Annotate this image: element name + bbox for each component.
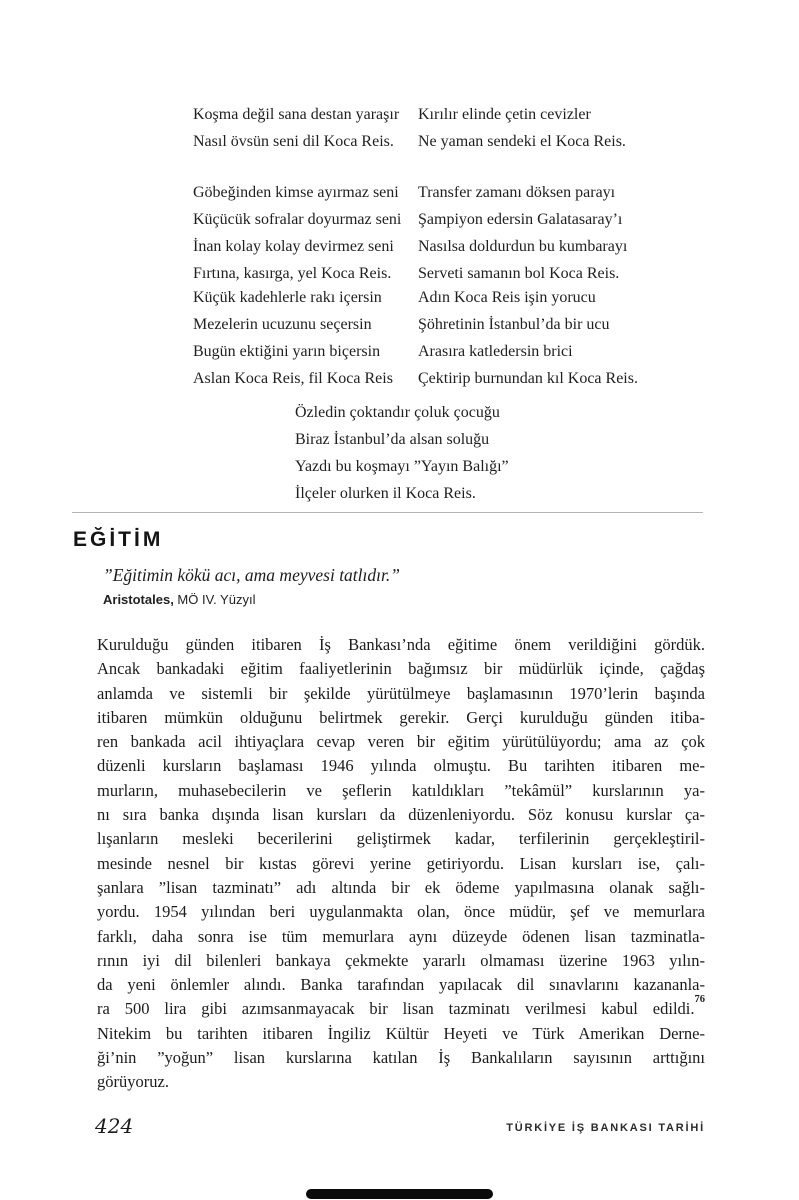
poem-line: Özledin çoktandır çoluk çocuğu (295, 404, 500, 421)
body-line: da yeni önlemler alındı. Banka tarafından yapılacak dil sınavlarını kazananla- (97, 975, 705, 995)
body-line: görüyoruz. (97, 1072, 169, 1092)
poem-line: Nasılsa doldurdun bu kumbarayı (418, 238, 628, 255)
poem-line: Adın Koca Reis işin yorucu (418, 289, 596, 306)
body-line: Nitekim bu tarihten itibaren İngiliz Kültür Heyeti ve Türk Amerikan Derne- (97, 1023, 705, 1043)
body-line: itibaren mümkün olduğunu belirtmek gerekir. Gerçi kurulduğu günden itiba- (97, 707, 705, 727)
poem-line: Bugün ektiğini yarın biçersin (193, 343, 381, 360)
section-divider-rule (72, 512, 703, 513)
epigraph-quote: ”Eğitimin kökü acı, ama meyvesi tatlıdır.” (103, 565, 400, 585)
poem-line: Çektirip burnundan kıl Koca Reis. (418, 370, 638, 387)
body-line: ren bankada acil ihtiyaçlara cevap veren bir eğitim yürütülüyordu; ama az çok (97, 732, 705, 752)
body-line: rının iyi dil bilenleri bankaya çekmekte yararlı olmaması üzerine 1963 yılın- (97, 950, 705, 970)
body-line-with-footnote (97, 993, 705, 1021)
body-line: murların, muhasebecilerin ve şeflerin katıldıkları ”tekâmül” kurslarının ya- (97, 780, 705, 800)
poem-stanza-1-left (193, 101, 399, 155)
poem-line: Yazdı bu koşmayı ”Yayın Balığı” (295, 458, 509, 475)
footnote-reference: 76 (694, 993, 705, 1005)
poem-line: Transfer zamanı döksen parayı (418, 184, 616, 201)
body-line: yordu. 1954 yılından beri uygulanmakta olan, önce müdür, şef ve memurlara (97, 902, 705, 922)
poem-line: Ne yaman sendeki el Koca Reis. (418, 133, 626, 150)
poem-line: Arasıra katledersin brici (418, 343, 573, 360)
body-line-text: ra 500 lira gibi azımsanmayacak bir lisan tazminatı verilmesi kabul edildi. (97, 999, 695, 1019)
body-line: Ancak bankadaki eğitim faaliyetlerinin bağımsız bir müdürlük içinde, çağdaş (97, 659, 705, 679)
poem-line: Şampiyon edersin Galatasaray’ı (418, 211, 623, 228)
body-line: mesinde nesnel bir kıstas görevi yerine getiriyordu. Lisan kursları ise, çalı- (97, 853, 705, 873)
epigraph-source: MÖ IV. Yüzyıl (173, 592, 256, 607)
poem-line: Küçücük sofralar doyurmaz seni (193, 211, 402, 228)
poem-line: Aslan Koca Reis, fil Koca Reis (193, 370, 393, 387)
poem-line: Nasıl övsün seni dil Koca Reis. (193, 133, 394, 150)
poem-line: Şöhretinin İstanbul’da bir ucu (418, 316, 610, 333)
poem-line: İlçeler olurken il Koca Reis. (295, 485, 476, 502)
epigraph-author: Aristotales, (103, 592, 174, 607)
body-line: lışanların mesleki becerilerini geliştirmek kadar, terfilerinin gerçekleştiril- (97, 829, 705, 849)
poem-stanza-3-left (193, 284, 393, 392)
poem-line: Biraz İstanbul’da alsan soluğu (295, 431, 490, 448)
body-line: şanlara ”lisan tazminatı” adı altında bir ek ödeme yapılmasına olanak sağlı- (97, 877, 705, 897)
body-paragraph (97, 633, 705, 1095)
poem-stanza-2-right (418, 179, 627, 287)
home-indicator-bar (306, 1189, 493, 1199)
poem-line: Fırtına, kasırga, yel Koca Reis. (193, 265, 392, 282)
section-heading: EĞİTİM (73, 528, 164, 552)
poem-line: Göbeğinden kimse ayırmaz seni (193, 184, 399, 201)
body-line: Kurulduğu günden itibaren İş Bankası’nda eğitime önem verildiğini gördük. (97, 635, 705, 654)
running-footer-title: TÜRKİYE İŞ BANKASI TARİHİ (506, 1122, 705, 1134)
body-line: anlamda ve sistemli bir şekilde yürütülmeye başlamasının 1970’lerin başında (97, 683, 705, 703)
body-line: düzenli kursların başlaması 1946 yılında olmuştu. Bu tarihten itibaren me- (97, 756, 705, 776)
epigraph-attribution (103, 592, 255, 607)
poem-stanza-1-right (418, 101, 626, 155)
body-line: ği’nin ”yoğun” lisan kurslarına katılan İş Bankalıların sayısının arttığını (97, 1048, 705, 1068)
poem-line: Serveti samanın bol Koca Reis. (418, 265, 620, 282)
body-line: farklı, daha sonra ise tüm memurlara aynı düzeyde ödenen lisan tazminatla- (97, 926, 705, 946)
poem-line: Koşma değil sana destan yaraşır (193, 106, 400, 123)
body-line: nı sıra banka dışında lisan kursları da düzenleniyordu. Söz konusu kurslar ça- (97, 805, 705, 825)
poem-line: Küçük kadehlerle rakı içersin (193, 289, 382, 306)
poem-stanza-2-left (193, 179, 401, 287)
poem-stanza-3-right (418, 284, 638, 392)
poem-line: Mezelerin ucuzunu seçersin (193, 316, 372, 333)
poem-line: Kırılır elinde çetin cevizler (418, 106, 591, 123)
poem-line: İnan kolay kolay devirmez seni (193, 238, 394, 255)
page-number: 424 (95, 1114, 134, 1138)
poem-stanza-4-center (295, 399, 509, 507)
